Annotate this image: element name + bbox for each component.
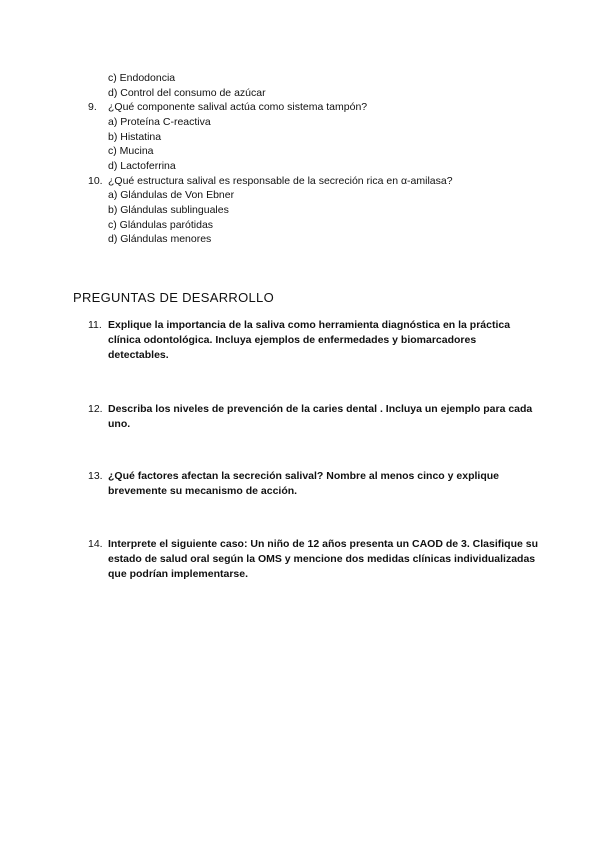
question-12-text: Describa los niveles de prevención de la caries dental . Incluya un ejemplo para cada uno. — [108, 403, 533, 430]
question-14 — [88, 537, 538, 582]
q9-option-c: c) Mucina — [108, 145, 154, 157]
q10-option-b: b) Glándulas sublinguales — [108, 204, 229, 216]
question-9-number: 9. — [88, 101, 97, 113]
q8-option-d: d) Control del consumo de azúcar — [108, 87, 266, 99]
q10-option-a: a) Glándulas de Von Ebner — [108, 189, 235, 201]
question-13 — [88, 469, 538, 499]
question-12-number: 12. — [88, 403, 103, 415]
question-13-text: ¿Qué factores afectan la secreción salival? Nombre al menos cinco y explique brevemente su mecanismo de acción. — [108, 470, 499, 497]
question-11 — [88, 318, 538, 363]
section-title: PREGUNTAS DE DESARROLLO — [73, 290, 274, 305]
question-10-number: 10. — [88, 175, 103, 187]
question-10 — [88, 175, 453, 188]
q10-option-c: c) Glándulas parótidas — [108, 219, 214, 231]
q8-option-c: c) Endodoncia — [108, 72, 176, 84]
question-9-text: ¿Qué componente salival actúa como sistema tampón? — [108, 101, 368, 113]
question-12 — [88, 402, 538, 432]
question-11-number: 11. — [88, 319, 102, 331]
q9-option-d: d) Lactoferrina — [108, 160, 176, 172]
question-13-number: 13. — [88, 470, 103, 482]
q10-option-d: d) Glándulas menores — [108, 233, 212, 245]
q9-option-b: b) Histatina — [108, 131, 162, 143]
question-11-text: Explique la importancia de la saliva como herramienta diagnóstica en la práctica clínica odontológica. Incluya ejemplos de enfermedades y biomarcadores detectables. — [108, 319, 511, 361]
q9-option-a: a) Proteína C-reactiva — [108, 116, 211, 128]
question-14-text: Interprete el siguiente caso: Un niño de 12 años presenta un CAOD de 3. Clasifique su estado de salud oral según la OMS y mencione dos medidas clínicas individualizadas que podrían implementarse. — [108, 538, 539, 580]
question-10-text: ¿Qué estructura salival es responsable de la secreción rica en α-amilasa? — [108, 175, 453, 187]
question-9 — [88, 101, 367, 114]
question-14-number: 14. — [88, 538, 103, 550]
